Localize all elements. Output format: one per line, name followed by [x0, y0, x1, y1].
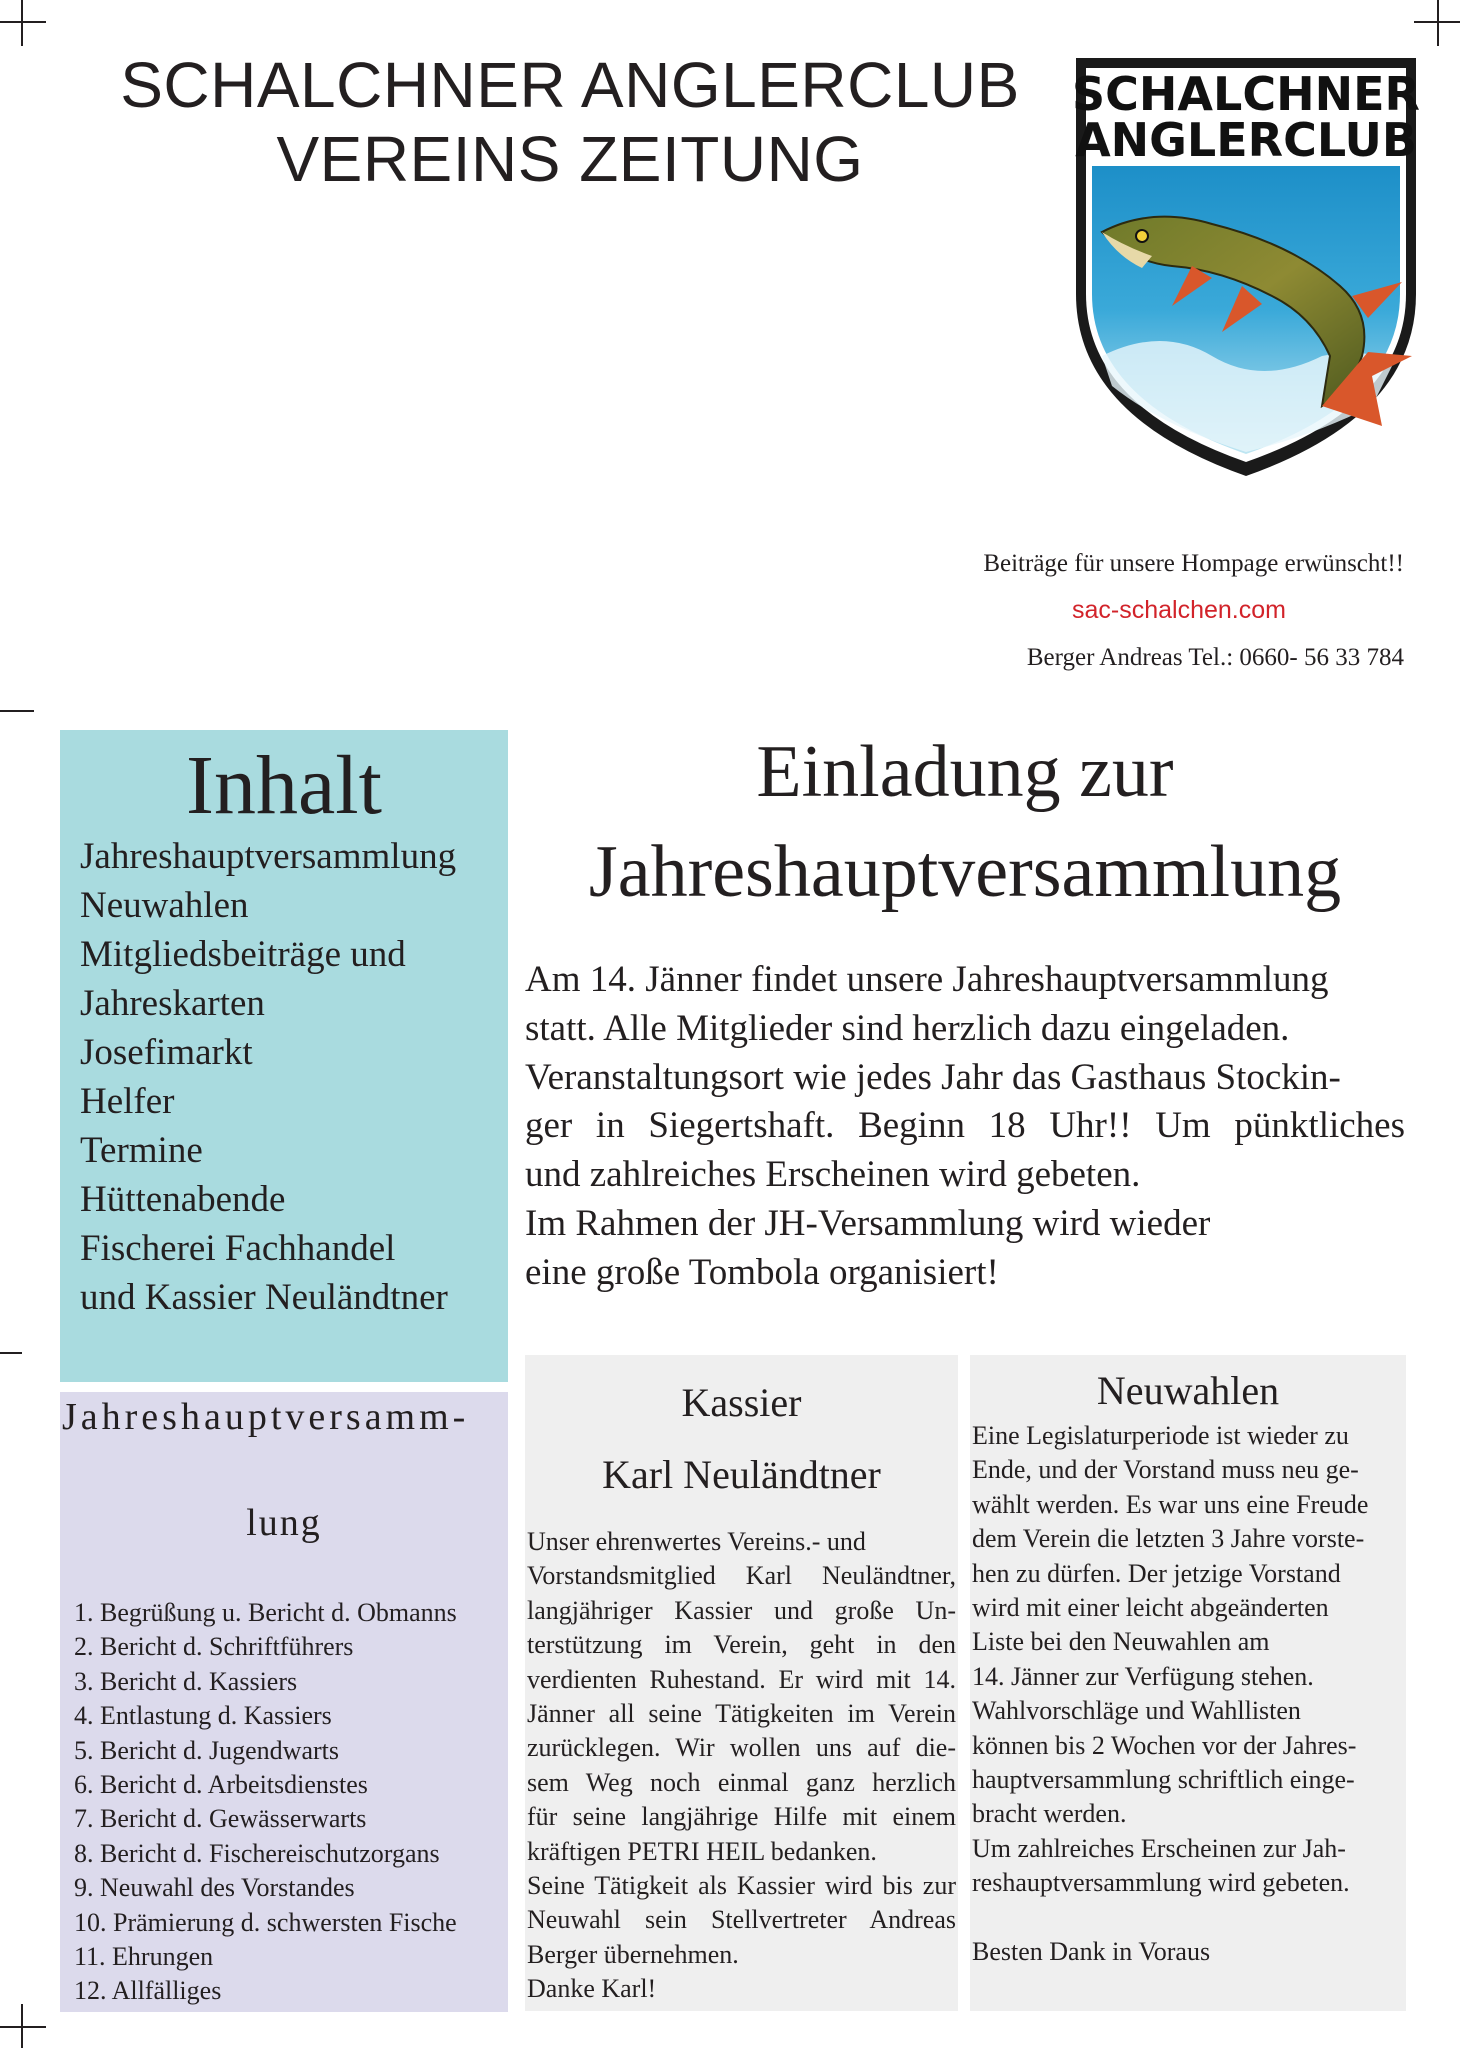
kassier-heading: Kassier: [681, 1380, 802, 1425]
toc-list: [80, 832, 508, 1322]
agenda-item: 10. Prämierung d. schwersten Fische: [74, 1907, 457, 1937]
toc-panel: [60, 730, 508, 1382]
neuwahlen-closing: Besten Dank in Voraus: [972, 1936, 1211, 1966]
toc-item: Jahreshauptversammlung: [80, 836, 457, 877]
neuwahlen-line: wird mit einer leicht abgeänderten: [972, 1593, 1329, 1623]
invitation-line: und zahlreiches Erscheinen wird gebeten.: [525, 1154, 1141, 1196]
kassier-line: Berger übernehmen.: [527, 1939, 739, 1969]
agenda-item: 12. Allfälliges: [74, 1976, 222, 2006]
toc-title: Inhalt: [186, 739, 382, 832]
agenda-item: 6. Bericht d. Arbeitsdienstes: [74, 1770, 368, 1800]
toc-item: Jahreskarten: [80, 983, 265, 1024]
neuwahlen-line: dem Verein die letzten 3 Jahre vorste-: [972, 1524, 1365, 1554]
toc-item: Helfer: [80, 1081, 175, 1122]
neuwahlen-heading: Neuwahlen: [1096, 1368, 1280, 1413]
club-logo: [1072, 56, 1420, 480]
neuwahlen-line: Ende, und der Vorstand muss neu ge-: [972, 1455, 1359, 1485]
kassier-line: langjähriger Kassier und große Un-: [527, 1595, 956, 1625]
neuwahlen-text: [972, 1419, 1404, 1969]
toc-item: Josefimarkt: [80, 1032, 253, 1073]
kassier-line: Jänner all seine Tätigkeiten im Verein: [527, 1699, 956, 1729]
masthead-line-1: SCHALCHNER ANGLERCLUB: [120, 49, 1020, 121]
invitation-line: ger in Siegertshaft. Beginn 18 Uhr!! Um pünktliches: [525, 1105, 1405, 1147]
contact-phone: Berger Andreas Tel.: 0660- 56 33 784: [1026, 644, 1404, 671]
logo-text-2: ANGLERCLUB: [1075, 113, 1417, 167]
kassier-name-heading: Karl Neuländtner: [602, 1452, 881, 1497]
toc-item: Fischerei Fachhandel: [80, 1228, 396, 1269]
kassier-line: Seine Tätigkeit als Kassier wird bis zur: [527, 1871, 956, 1901]
kassier-line: sem Weg noch einmal ganz herzlich: [527, 1767, 956, 1797]
homepage-note: Beiträge für unsere Hompage erwünscht!!: [983, 550, 1404, 577]
kassier-line: Danke Karl!: [527, 1974, 657, 2004]
neuwahlen-line: reshauptversammlung wird gebeten.: [972, 1868, 1350, 1898]
agenda-panel: [60, 1392, 508, 2012]
neuwahlen-line: wählt werden. Es war uns eine Freude: [972, 1489, 1369, 1519]
toc-item: Mitgliedsbeiträge und: [80, 934, 406, 975]
logo-text-1: SCHALCHNER: [1072, 67, 1420, 121]
neuwahlen-line: hauptversammlung schriftlich einge-: [972, 1765, 1355, 1795]
agenda-item: 5. Bericht d. Jugendwarts: [74, 1735, 340, 1765]
invitation-line: statt. Alle Mitglieder sind herzlich dazu eingeladen.: [525, 1007, 1290, 1049]
crop-mark: [0, 2026, 46, 2028]
neuwahlen-line: 14. Jänner zur Verfügung stehen.: [972, 1661, 1314, 1691]
neuwahlen-line: bracht werden.: [972, 1799, 1127, 1829]
kassier-line: verdienten Ruhestand. Er wird mit 14.: [527, 1664, 956, 1694]
neuwahlen-line: Wahlvorschläge und Wahllisten: [972, 1696, 1301, 1726]
contact-block: [844, 540, 1404, 681]
invitation-line: Im Rahmen der JH-Versammlung wird wieder: [525, 1202, 1211, 1244]
neuwahlen-line: hen zu dürfen. Der jetzige Vorstand: [972, 1558, 1341, 1588]
invitation-body: [525, 956, 1405, 1298]
crop-mark: [0, 21, 46, 23]
crop-mark: [21, 0, 23, 46]
neuwahlen-line: Um zahlreiches Erscheinen zur Jah-: [972, 1833, 1346, 1863]
invitation-line: Am 14. Jänner findet unsere Jahreshauptversammlung: [525, 959, 1329, 1000]
spacer: [972, 1901, 1404, 1935]
toc-item: Termine: [80, 1130, 203, 1171]
agenda-item: 9. Neuwahl des Vorstandes: [74, 1873, 355, 1903]
toc-item: Hüttenabende: [80, 1179, 286, 1220]
website-link[interactable]: sac-schalchen.com: [1072, 596, 1286, 624]
kassier-line: Vorstandsmitglied Karl Neuländtner,: [527, 1561, 956, 1591]
crop-mark: [0, 710, 34, 712]
kassier-article: [525, 1355, 958, 2011]
invitation-line: eine große Tombola organisiert!: [525, 1251, 999, 1293]
neuwahlen-line: Liste bei den Neuwahlen am: [972, 1627, 1270, 1657]
masthead-line-2: VEREINS ZEITUNG: [276, 123, 864, 195]
crop-mark: [0, 1352, 22, 1354]
neuwahlen-line: können bis 2 Wochen vor der Jahres-: [972, 1730, 1357, 1760]
agenda-item: 4. Entlastung d. Kassiers: [74, 1701, 332, 1731]
agenda-item: 2. Bericht d. Schriftführers: [74, 1632, 354, 1662]
toc-item: Neuwahlen: [80, 885, 249, 926]
agenda-item: 1. Begrüßung u. Bericht d. Obmanns: [74, 1598, 457, 1627]
invitation-headline: [520, 722, 1410, 922]
agenda-item: 7. Bericht d. Gewässerwarts: [74, 1804, 367, 1834]
agenda-title: Jahreshauptversamm-: [62, 1396, 470, 1438]
invitation-line: Veranstaltungsort wie jedes Jahr das Gasthaus Stockin-: [525, 1056, 1341, 1098]
agenda-item: 11. Ehrungen: [74, 1942, 214, 1972]
toc-item: und Kassier Neuländtner: [80, 1277, 448, 1318]
agenda-item: 8. Bericht d. Fischereischutzorgans: [74, 1838, 440, 1868]
kassier-line: kräftigen PETRI HEIL bedanken.: [527, 1836, 877, 1866]
agenda-title-continued: lung: [246, 1502, 322, 1544]
crop-mark: [21, 2004, 23, 2048]
invitation-title-2: Jahreshauptversammlung: [588, 831, 1342, 913]
kassier-text: [527, 1525, 956, 2007]
kassier-line: terstützung im Verein, geht in den: [527, 1630, 956, 1660]
kassier-line: Neuwahl sein Stellvertreter Andreas: [527, 1905, 956, 1935]
neuwahlen-line: Eine Legislaturperiode ist wieder zu: [972, 1421, 1349, 1450]
agenda-list: [74, 1596, 508, 2009]
crop-mark: [1437, 0, 1439, 46]
kassier-line: Unser ehrenwertes Vereins.- und: [527, 1527, 866, 1556]
agenda-item: 3. Bericht d. Kassiers: [74, 1666, 298, 1696]
masthead: [110, 48, 1030, 196]
invitation-title-1: Einladung zur: [756, 731, 1174, 813]
kassier-line: zurücklegen. Wir wollen uns auf die-: [527, 1733, 956, 1763]
kassier-line: für seine langjährige Hilfe mit einem: [527, 1802, 956, 1832]
neuwahlen-article: [970, 1355, 1406, 2011]
